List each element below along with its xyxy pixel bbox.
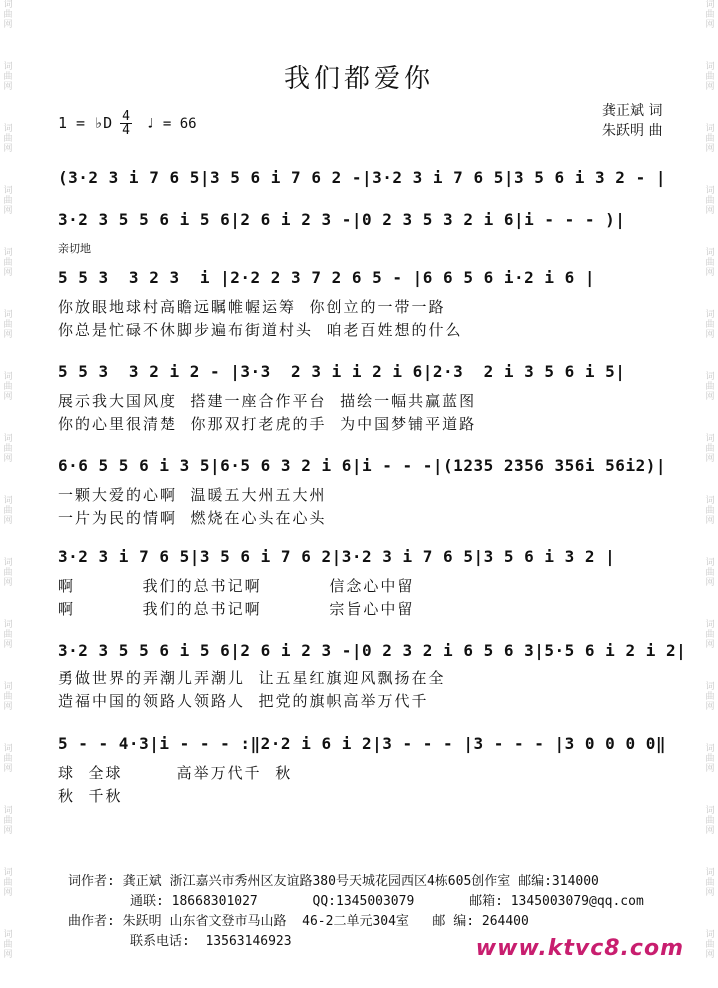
composer-credit: 朱跃明 曲 — [602, 123, 663, 139]
watermark-text: 词 曲 网 — [705, 434, 715, 464]
lyric-line: 球 全球 高举万代千 秋 — [58, 764, 293, 782]
watermark-text: 词 曲 网 — [705, 868, 715, 898]
watermark-right — [702, 0, 718, 988]
lyric-line: 一颗大爱的心啊 温暖五大州五大州 — [58, 486, 327, 504]
watermark-text: 词 曲 网 — [3, 620, 13, 650]
watermark-text: 词 曲 网 — [3, 0, 13, 30]
key-signature: 1 = ♭D — [58, 114, 113, 132]
watermark-text: 词 曲 网 — [705, 0, 715, 30]
watermark-text: 词 曲 网 — [705, 62, 715, 92]
watermark-text: 词 曲 网 — [705, 248, 715, 278]
lyricist-contact: 词作者: 龚正斌 浙江嘉兴市秀州区友谊路380号天城花园西区4栋605创作室 邮编:314000 — [68, 874, 599, 889]
watermark-text: 词 曲 网 — [3, 62, 13, 92]
composer-phone: 联系电话: 13563146923 — [130, 934, 292, 949]
watermark-text: 词 曲 网 — [3, 806, 13, 836]
lyric-line: 造福中国的领路人领路人 把党的旗帜高举万代千 — [58, 692, 429, 710]
watermark-text: 词 曲 网 — [705, 372, 715, 402]
time-signature-top: 4 — [122, 109, 130, 124]
watermark-text: 词 曲 网 — [3, 434, 13, 464]
notation-row: 6·6 5 5 6 i 3 5|6·5 6 3 2 i 6|i - - -|(1235 2356 356i 56i2)| — [58, 456, 666, 475]
watermark-text: 词 曲 网 — [3, 310, 13, 340]
watermark-text: 词 曲 网 — [3, 248, 13, 278]
watermark-text: 词 曲 网 — [3, 682, 13, 712]
watermark-text: 词 曲 网 — [3, 124, 13, 154]
watermark-text: 词 曲 网 — [3, 744, 13, 774]
notation-row: 5 5 3 3 2 3 i |2·2 2 3 7 2 6 5 - |6 6 5 6 i·2 i 6 | — [58, 268, 596, 287]
watermark-text: 词 曲 网 — [705, 186, 715, 216]
notation-row: 3·2 3 5 5 6 i 5 6|2 6 i 2 3 -|0 2 3 2 i 6 5 6 3|5·5 6 i 2 i 2| — [58, 641, 687, 660]
watermark-text: 词 曲 网 — [3, 496, 13, 526]
watermark-text: 词 曲 网 — [3, 868, 13, 898]
lyricist-credit: 龚正斌 词 — [602, 103, 663, 119]
lyricist-phone: 通联: 18668301027 QQ:1345003079 邮箱: 1345003079@qq.com — [130, 894, 644, 909]
lyric-line: 你总是忙碌不休脚步遍布街道村头 咱老百姓想的什么 — [58, 321, 463, 339]
site-logo[interactable]: www.ktvc8.com — [475, 936, 684, 961]
watermark-text: 词 曲 网 — [705, 558, 715, 588]
notation-row: 5 5 3 3 2 i 2 - |3·3 2 3 i i 2 i 6|2·3 2 i 3 5 6 i 5| — [58, 362, 626, 381]
watermark-text: 词 曲 网 — [3, 558, 13, 588]
watermark-text: 词 曲 网 — [3, 372, 13, 402]
lyric-line: 啊 我们的总书记啊 信念心中留 — [58, 577, 415, 595]
watermark-text: 词 曲 网 — [705, 124, 715, 154]
time-signature-bottom: 4 — [120, 123, 132, 137]
composer-contact: 曲作者: 朱跃明 山东省文登市马山路 46-2二单元304室 邮 编: 264400 — [68, 914, 529, 929]
song-title: 我们都爱你 — [283, 64, 434, 94]
notation-row: 5 - - 4·3|i - - - :‖2·2 i 6 i 2|3 - - - |3 - - - |3 0 0 0 0‖ — [58, 734, 666, 753]
time-signature — [120, 110, 132, 137]
watermark-text: 词 曲 网 — [3, 930, 13, 960]
lyric-line: 啊 我们的总书记啊 宗旨心中留 — [58, 600, 415, 618]
watermark-text: 词 曲 网 — [705, 930, 715, 960]
notation-row: (3·2 3 i 7 6 5|3 5 6 i 7 6 2 -|3·2 3 i 7 6 5|3 5 6 i 3 2 - | — [58, 168, 666, 187]
lyric-line: 你放眼地球村高瞻远瞩帷幄运筹 你创立的一带一路 — [58, 298, 446, 316]
watermark-text: 词 曲 网 — [705, 806, 715, 836]
watermark-text: 词 曲 网 — [705, 620, 715, 650]
lyric-line: 你的心里很清楚 你那双打老虎的手 为中国梦铺平道路 — [58, 415, 477, 433]
lyric-line: 秋 千秋 — [58, 787, 123, 805]
lyric-line: 勇做世界的弄潮儿弄潮儿 让五星红旗迎风飘扬在全 — [58, 669, 446, 687]
notation-row: 3·2 3 5 5 6 i 5 6|2 6 i 2 3 -|0 2 3 5 3 2 i 6|i - - - )| — [58, 210, 626, 229]
tempo-marking: ♩ = 66 — [146, 116, 197, 132]
notation-row: 3·2 3 i 7 6 5|3 5 6 i 7 6 2|3·2 3 i 7 6 5|3 5 6 i 3 2 | — [58, 547, 616, 566]
expression-marking: 亲切地 — [58, 242, 91, 255]
watermark-text: 词 曲 网 — [705, 744, 715, 774]
lyric-line: 展示我大国风度 搭建一座合作平台 描绘一幅共赢蓝图 — [58, 392, 477, 410]
watermark-left — [0, 0, 16, 988]
watermark-text: 词 曲 网 — [705, 682, 715, 712]
watermark-text: 词 曲 网 — [3, 186, 13, 216]
watermark-text: 词 曲 网 — [705, 310, 715, 340]
watermark-text: 词 曲 网 — [705, 496, 715, 526]
lyric-line: 一片为民的情啊 燃烧在心头在心头 — [58, 509, 327, 527]
